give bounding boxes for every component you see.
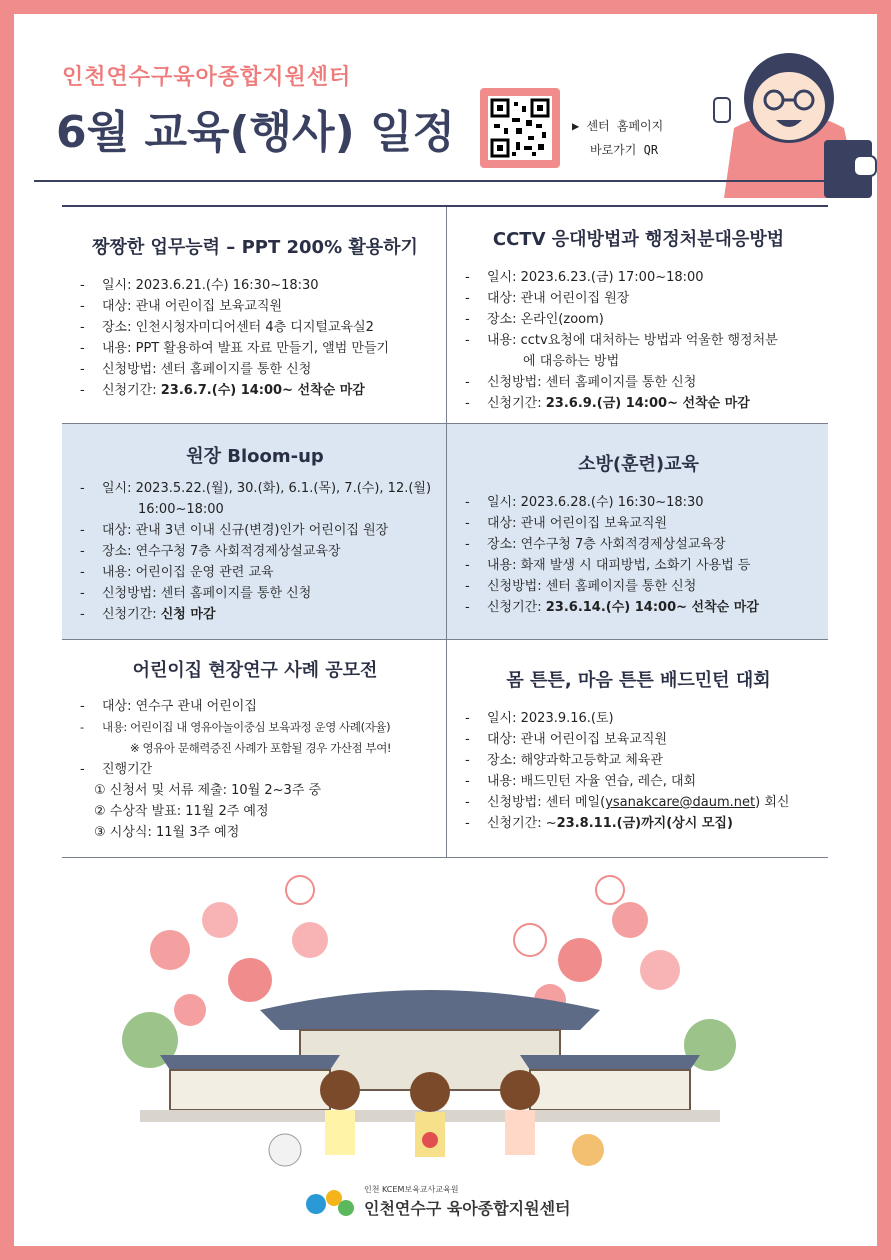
period-value: 23.8.11.(금)까지(상시 모집) — [556, 816, 733, 831]
event-details — [74, 478, 436, 625]
period-value: 23.6.9.(금) 14:00~ 선착순 마감 — [545, 396, 750, 411]
event-details — [74, 696, 436, 843]
period-label: 신청기간: — [487, 396, 546, 411]
event-detail: - 일시: 2023.6.23.(금) 17:00~18:00 — [459, 267, 818, 288]
event-detail: - 장소: 온라인(zoom) — [459, 309, 818, 330]
event-title: 어린이집 현장연구 사례 공모전 — [132, 660, 378, 681]
footer-org-name: 인천연수구 육아종합지원센터 — [364, 1199, 571, 1218]
footer-small-text: 인천 KCEM보육교사교육원 — [364, 1185, 459, 1194]
email-link[interactable]: ysanakcare@daum.net — [605, 795, 756, 810]
period-label: 신청기간: — [487, 600, 546, 615]
event-detail: - 신청방법: 센터 홈페이지를 통한 신청 — [74, 359, 436, 380]
page-title: 6월 교육(행사) 일정 — [56, 107, 455, 158]
email-suffix: ) 회신 — [755, 795, 790, 810]
event-period — [74, 380, 436, 401]
event-period — [74, 604, 436, 625]
period-label: 신청기간: ~ — [487, 816, 557, 831]
event-detail: - 장소: 해양과학고등학교 체육관 — [459, 750, 818, 771]
event-detail: - 장소: 인천시청자미디어센터 4층 디지털교육실2 — [74, 317, 436, 338]
event-step: ① 신청서 및 서류 제출: 10월 2~3주 중 — [94, 783, 322, 798]
hanok-children-illustration — [110, 860, 750, 1190]
event-detail: - 내용: 어린이집 운영 관련 교육 — [74, 562, 436, 583]
center-name: 인천연수구육아종합지원센터 — [62, 65, 352, 90]
event-detail: - 내용: 어린이집 내 영유아놀이중심 보육과정 운영 사례(자율) — [74, 717, 436, 738]
event-detail: 16:00~18:00 — [138, 502, 224, 517]
event-card — [62, 424, 446, 640]
event-detail: - 내용: 배드민턴 자율 연습, 레슨, 대회 — [459, 771, 818, 792]
event-detail: - 장소: 연수구청 7층 사회적경제상설교육장 — [459, 534, 818, 555]
period-value: 23.6.7.(수) 14:00~ 선착순 마감 — [160, 383, 365, 398]
event-detail: - 일시: 2023.9.16.(토) — [459, 708, 818, 729]
qr-caption-line1: ▶ 센터 홈페이지 — [572, 119, 664, 133]
event-detail: - 대상: 관내 어린이집 원장 — [459, 288, 818, 309]
event-detail: - 장소: 연수구청 7층 사회적경제상설교육장 — [74, 541, 436, 562]
event-detail — [459, 792, 818, 813]
event-card — [446, 207, 828, 424]
event-detail: - 대상: 관내 3년 이내 신규(변경)인가 어린이집 원장 — [74, 520, 436, 541]
event-details — [459, 708, 818, 834]
qr-caption-line2: 바로가기 QR — [590, 143, 659, 157]
event-card — [62, 640, 446, 858]
event-details — [74, 275, 436, 401]
event-detail: - 신청방법: 센터 홈페이지를 통한 신청 — [459, 576, 818, 597]
event-detail: - 대상: 관내 어린이집 보육교직원 — [459, 513, 818, 534]
event-title: 소방(훈련)교육 — [578, 454, 699, 475]
qr-code[interactable] — [480, 88, 560, 168]
period-value: 신청 마감 — [160, 607, 216, 622]
event-details — [459, 267, 818, 414]
teacher-mascot-icon — [694, 38, 884, 198]
event-detail: - 진행기간 — [74, 759, 436, 780]
event-detail: - 대상: 관내 어린이집 보육교직원 — [74, 296, 436, 317]
event-step: ③ 시상식: 11월 3주 예정 — [94, 825, 240, 840]
event-period — [459, 813, 818, 834]
event-detail: - 내용: cctv요청에 대처하는 방법과 억울한 행정처분 — [459, 330, 818, 351]
event-card — [446, 640, 828, 858]
event-detail: - 일시: 2023.6.21.(수) 16:30~18:30 — [74, 275, 436, 296]
event-detail: - 신청방법: 센터 홈페이지를 통한 신청 — [74, 583, 436, 604]
event-title: 몸 튼튼, 마음 튼튼 배드민턴 대회 — [506, 670, 771, 691]
period-value: 23.6.14.(수) 14:00~ 선착순 마감 — [545, 600, 759, 615]
event-period — [459, 393, 818, 414]
event-details — [459, 492, 818, 618]
event-detail: - 대상: 연수구 관내 어린이집 — [74, 696, 436, 717]
event-title: CCTV 응대방법과 행정처분대응방법 — [492, 229, 785, 250]
event-detail: - 내용: 화재 발생 시 대피방법, 소화기 사용법 등 — [459, 555, 818, 576]
event-title: 원장 Bloom-up — [186, 446, 324, 467]
qr-caption — [572, 114, 663, 162]
title-divider — [34, 180, 860, 182]
email-prefix: 신청방법: 센터 메일( — [487, 795, 606, 810]
org-logo-icon — [302, 1184, 358, 1220]
event-detail: - 신청방법: 센터 홈페이지를 통한 신청 — [459, 372, 818, 393]
event-detail: 에 대응하는 방법 — [523, 354, 620, 369]
event-detail: - 일시: 2023.6.28.(수) 16:30~18:30 — [459, 492, 818, 513]
footer-logo — [300, 1182, 580, 1222]
event-title: 짱짱한 업무능력 – PPT 200% 활용하기 — [92, 237, 418, 258]
event-detail: ※ 영유아 문해력증진 사례가 포함될 경우 가산점 부여! — [130, 741, 392, 755]
qr-pattern-icon — [488, 96, 552, 160]
event-period — [459, 597, 818, 618]
period-label: 신청기간: — [102, 607, 161, 622]
event-detail: - 일시: 2023.5.22.(월), 30.(화), 6.1.(목), 7.(수), 12.(월) — [74, 478, 436, 499]
event-card — [62, 207, 446, 424]
event-step: ② 수상작 발표: 11월 2주 예정 — [94, 804, 269, 819]
event-detail: - 내용: PPT 활용하여 발표 자료 만들기, 앨범 만들기 — [74, 338, 436, 359]
children-icon — [320, 1070, 540, 1157]
event-card — [446, 424, 828, 640]
period-label: 신청기간: — [102, 383, 161, 398]
event-detail: - 대상: 관내 어린이집 보육교직원 — [459, 729, 818, 750]
